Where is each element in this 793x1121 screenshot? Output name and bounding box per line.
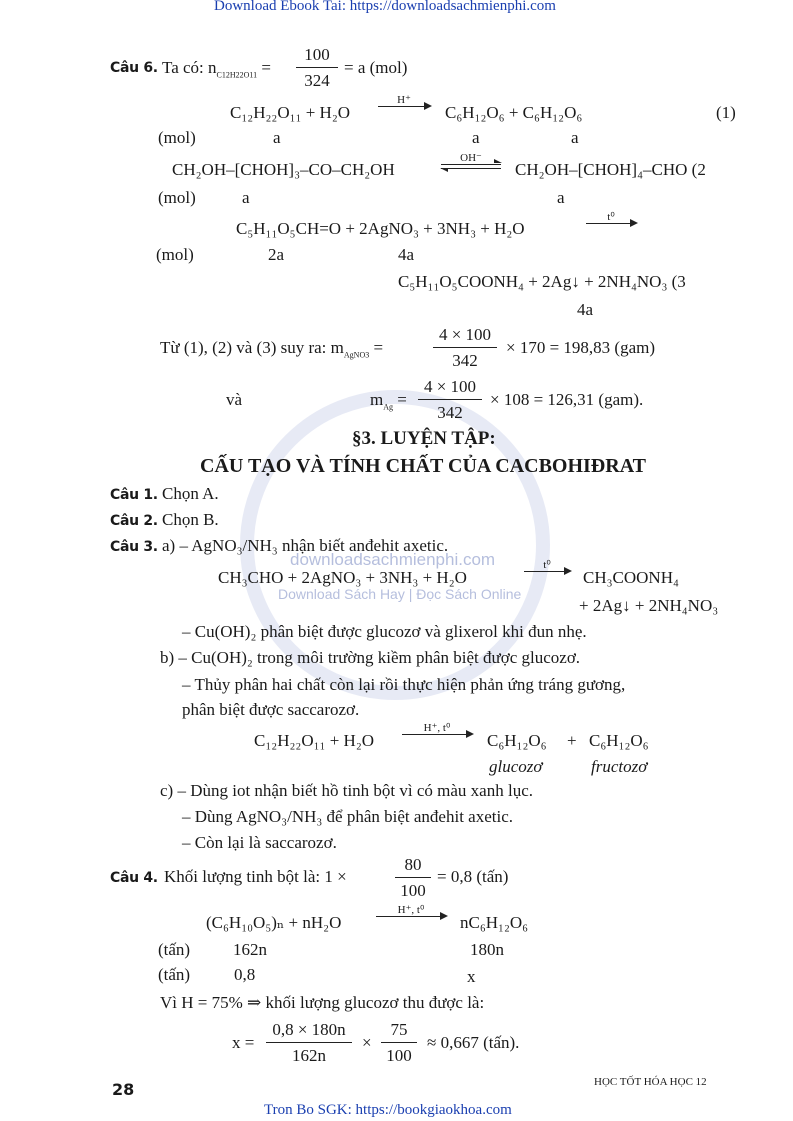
mol-label: (mol) [156, 245, 194, 264]
ag-result: × 108 = 126,31 (gam). [490, 390, 644, 409]
fructose-name: fructozơ [591, 757, 648, 776]
mol-label: (mol) [158, 128, 196, 147]
cau3-reaction1-arrow: t⁰ [524, 559, 570, 572]
x-equals: x = [232, 1033, 255, 1052]
mol-label: (mol) [158, 188, 196, 207]
reaction1-reactants: C₁₂H₂₂O₁₁ + H₂O [230, 103, 351, 122]
mol-value: a [273, 128, 281, 147]
reaction1-number: (1) [716, 103, 736, 122]
cau1-label: Câu 1. [110, 487, 158, 503]
cau3-reaction2-arrow: H⁺, t⁰ [402, 722, 472, 735]
reaction3-arrow: t⁰ [586, 211, 636, 224]
book-title: HỌC TỐT HÓA HỌC 12 [594, 1076, 707, 1088]
cau4-intro: Khối lượng tinh bột là: 1 × [164, 867, 347, 886]
ton-label: (tấn) [158, 940, 191, 959]
ton-value: 180n [470, 940, 504, 959]
yield-fraction: $\frac{75}{100}$ [381, 1020, 417, 1066]
cau4-reaction-arrow: H⁺, t⁰ [376, 904, 446, 917]
cau3-c-line3: – Còn lại là saccarozơ. [182, 833, 337, 852]
cau4-reaction: (C₆H₁₀O₅)ₙ + nH₂O [206, 913, 342, 932]
ton-value: 162n [233, 940, 267, 959]
agno3-result: × 170 = 198,83 (gam) [506, 338, 656, 357]
cau3-reaction1: CH₃CHO + 2AgNO₃ + 3NH₃ + H₂O [218, 568, 467, 587]
cau3-part-b: b) – Cu(OH)₂ trong môi trường kiềm phân biệt được glucozơ. [160, 648, 581, 667]
cau3-part-c: c) – Dùng iot nhận biết hồ tinh bột vì có màu xanh lục. [160, 781, 533, 800]
glucose-name: glucozơ [489, 757, 543, 776]
page-number: 28 [112, 1080, 135, 1099]
reaction1-arrow: H⁺ [378, 94, 430, 107]
ag-fraction: $\frac{4 \times 100}{342}$ [418, 377, 482, 423]
cau6-fraction: $\frac{100}{324}$ [296, 45, 338, 91]
cau3-reaction2: C₁₂H₂₂O₁₁ + H₂O [254, 731, 375, 750]
ton-label: (tấn) [158, 965, 191, 984]
header-download-link[interactable]: Download Ebook Tai: https://downloadsachmienphi.com [214, 0, 556, 14]
cau6-label: Câu 6. [110, 60, 158, 76]
mol-value: 4a [577, 300, 594, 319]
reaction3-reactants: C₅H₁₁O₅CH=O + 2AgNO₃ + 3NH₃ + H₂O [236, 219, 525, 238]
section-title: §3. LUYỆN TẬP: [352, 428, 496, 449]
glucose-fraction: $\frac{0,8 \times 180n}{162n}$ [266, 1020, 352, 1066]
cau4-fraction: $\frac{80}{100}$ [395, 855, 431, 901]
mol-value: 4a [398, 245, 415, 264]
and-word: và [226, 390, 243, 409]
mol-value: a [571, 128, 579, 147]
mol-value: a [242, 188, 250, 207]
cau2-label: Câu 2. [110, 513, 158, 529]
cau3-reaction1-product: CH₃COONH₄ [583, 568, 679, 587]
reaction1-products: C₆H₁₂O₆ + C₆H₁₂O₆ [445, 103, 583, 122]
section-subtitle: CẤU TẠO VÀ TÍNH CHẤT CỦA CACBOHIĐRAT [200, 455, 646, 477]
cau4-result: ≈ 0,667 (tấn). [427, 1033, 520, 1052]
mol-value: 2a [268, 245, 285, 264]
ag-mass-label: $m_{Ag}$ = [370, 390, 407, 412]
cau4-efficiency: Vì H = 75% ⇒ khối lượng glucozơ thu được là: [160, 993, 485, 1012]
cau1-answer: Chọn A. [162, 484, 219, 503]
plus-sign: + [567, 731, 577, 750]
cau3-b-line2: – Thủy phân hai chất còn lại rồi thực hiện phản ứng tráng gương, [182, 675, 626, 694]
reaction2-right: CH₂OH–[CHOH]₄–CHO (2 [515, 160, 706, 179]
reaction3-products: C₅H₁₁O₅COONH₄ + 2Ag↓ + 2NH₄NO₃ (3 [398, 272, 686, 291]
watermark-subtext: Download Sách Hay | Đọc Sách Online [278, 586, 522, 602]
mol-value: a [557, 188, 565, 207]
glucose-formula: C₆H₁₂O₆ [487, 731, 547, 750]
conclusion-text: Từ (1), (2) và (3) suy ra: $m_{AgNO3}$ = [160, 338, 384, 360]
cau3-reaction1-product2: + 2Ag↓ + 2NH₄NO₃ [579, 596, 719, 615]
cau4-starch-mass: = 0,8 (tấn) [437, 867, 509, 886]
cau3-label: Câu 3. [110, 539, 158, 555]
agno3-fraction: $\frac{4 \times 100}{342}$ [433, 325, 497, 371]
cau3-a-line2: – Cu(OH)₂ phân biệt được glucozơ và glixerol khi đun nhẹ. [182, 622, 587, 641]
watermark-text: downloadsachmienphi.com [290, 550, 496, 569]
mol-value: a [472, 128, 480, 147]
times-sign: × [362, 1033, 372, 1052]
cau6-intro: Ta có: $n_{C12H22O11}$ = [162, 58, 271, 80]
cau4-reaction-product: nC₆H₁₂O₆ [460, 913, 529, 932]
cau3-c-line2: – Dùng AgNO₃/NH₃ để phân biệt anđehit axetic. [182, 807, 514, 826]
ton-value: 0,8 [234, 965, 256, 984]
cau4-label: Câu 4. [110, 870, 158, 886]
footer-link[interactable]: Tron Bo SGK: https://bookgiaokhoa.com [264, 1102, 512, 1118]
cau6-mol-def: = a (mol) [344, 58, 408, 77]
cau3-part-a: a) – AgNO₃/NH₃ nhận biết anđehit axetic. [162, 536, 449, 555]
fructose-formula: C₆H₁₂O₆ [589, 731, 649, 750]
ton-value: x [467, 967, 476, 986]
equilibrium-arrow: OH⁻ [441, 152, 501, 169]
cau2-answer: Chọn B. [162, 510, 219, 529]
cau3-b-line3: phân biệt được saccarozơ. [182, 700, 360, 719]
reaction2-left: CH₂OH–[CHOH]₃–CO–CH₂OH [172, 160, 395, 179]
